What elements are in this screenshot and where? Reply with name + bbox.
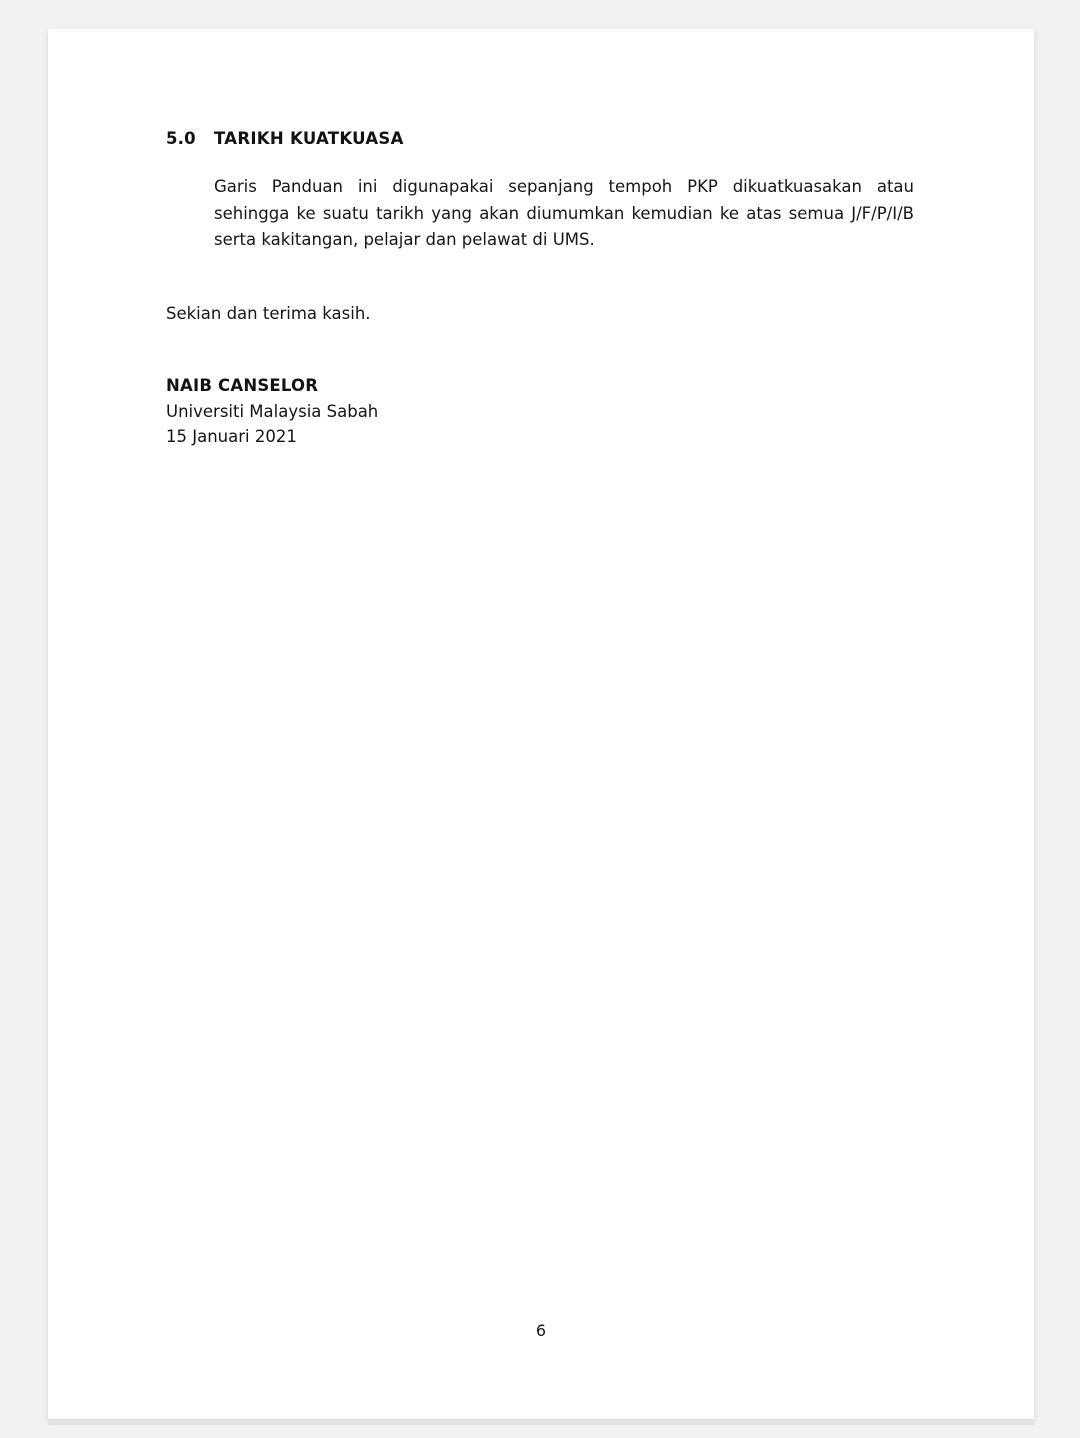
signature-title: NAIB CANSELOR (166, 376, 319, 396)
page-number: 6 (535, 1321, 547, 1340)
page-content (166, 129, 916, 450)
document-page (48, 29, 1034, 1419)
section-title: TARIKH KUATKUASA (214, 129, 404, 148)
signature-date: 15 Januari 2021 (166, 427, 297, 447)
section-number: 5.0 (166, 129, 196, 148)
signature-block (166, 373, 916, 450)
section-heading (166, 129, 916, 148)
page-bottom-edge (48, 1419, 1034, 1425)
closing-text: Sekian dan terima kasih. (166, 304, 371, 324)
section-body-text: Garis Panduan ini digunapakai sepanjang tempoh PKP dikuatkuasakan atau sehingga ke suatu tarikh yang akan diumumkan kemudian ke atas semua J/F/P/I/B serta kakitangan, pelajar dan pelawat di UMS. (214, 177, 914, 250)
signature-organization: Universiti Malaysia Sabah (166, 401, 379, 421)
